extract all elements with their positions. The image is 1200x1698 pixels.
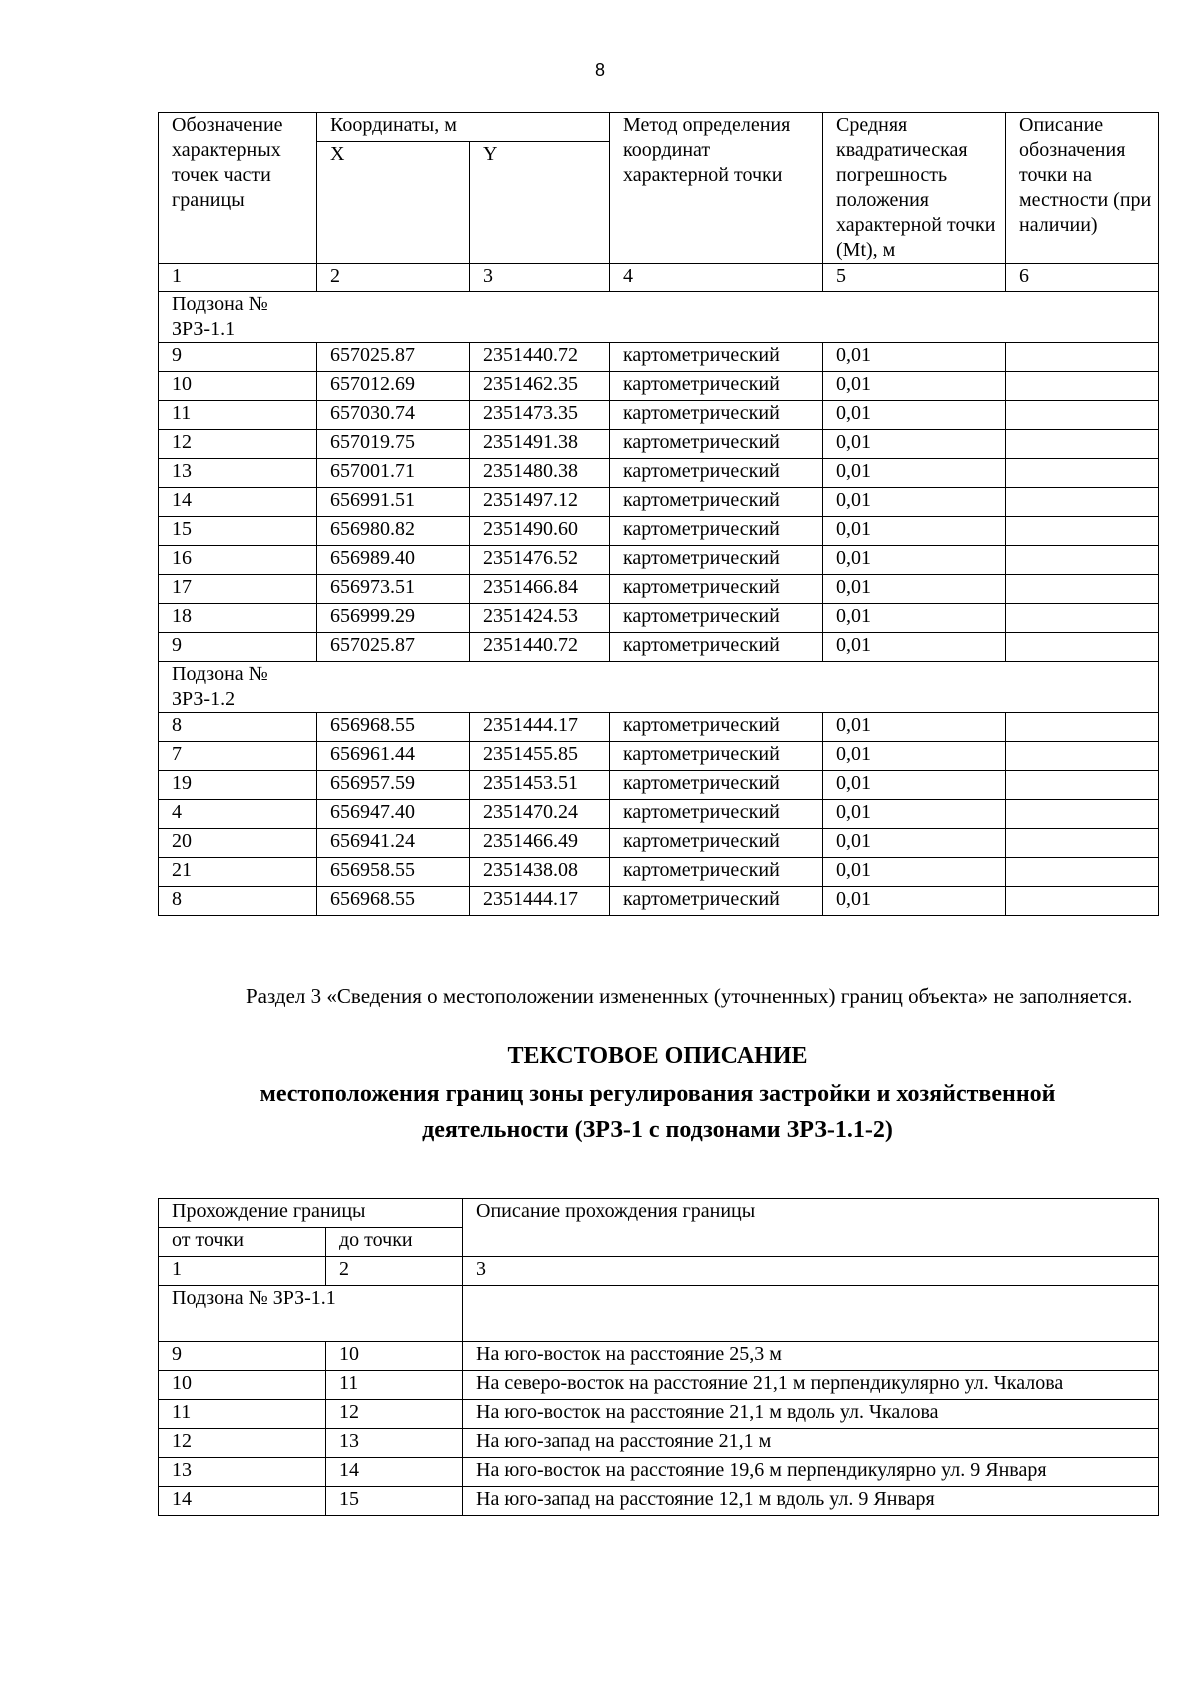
from-point-cell: 10 — [159, 1371, 326, 1400]
method-cell: картометрический — [610, 771, 823, 800]
table-row — [159, 1429, 1159, 1458]
header-designation: Обозначение характерных точек части границы — [159, 113, 317, 264]
section-3-note: Раздел 3 «Сведения о местоположении измененных (уточненных) границ объекта» не заполняется. — [246, 984, 1133, 1008]
table-row — [159, 343, 1159, 372]
header-y: Y — [470, 142, 610, 264]
error-cell: 0,01 — [823, 742, 1006, 771]
table-row — [159, 633, 1159, 662]
y-cell: 2351424.53 — [470, 604, 610, 633]
error-cell: 0,01 — [823, 800, 1006, 829]
description-cell — [1006, 858, 1159, 887]
table-row — [159, 1400, 1159, 1429]
description-cell — [1006, 459, 1159, 488]
description-cell — [1006, 546, 1159, 575]
description-cell — [1006, 343, 1159, 372]
point-cell: 8 — [159, 713, 317, 742]
x-cell: 657025.87 — [317, 633, 470, 662]
route-description-cell: На юго-восток на расстояние 21,1 м вдоль ул. Чкалова — [463, 1400, 1159, 1429]
route-description-cell: На юго-восток на расстояние 25,3 м — [463, 1342, 1159, 1371]
x-cell: 656989.40 — [317, 546, 470, 575]
x-cell: 657019.75 — [317, 430, 470, 459]
description-cell — [1006, 800, 1159, 829]
x-cell: 656947.40 — [317, 800, 470, 829]
table-row — [159, 1458, 1159, 1487]
from-point-cell: 14 — [159, 1487, 326, 1516]
table-row — [159, 800, 1159, 829]
from-point-cell: 13 — [159, 1458, 326, 1487]
error-cell: 0,01 — [823, 488, 1006, 517]
x-cell: 656957.59 — [317, 771, 470, 800]
description-cell — [1006, 887, 1159, 916]
description-cell — [1006, 604, 1159, 633]
point-cell: 17 — [159, 575, 317, 604]
description-cell — [1006, 575, 1159, 604]
from-point-cell: 11 — [159, 1400, 326, 1429]
table-row — [159, 1342, 1159, 1371]
point-cell: 16 — [159, 546, 317, 575]
x-cell: 656991.51 — [317, 488, 470, 517]
header-error: Средняя квадратическая погрешность положения характерной точки (Mt), м — [823, 113, 1006, 264]
subzone-title: Подзона № ЗРЗ-1.1 — [159, 1286, 463, 1342]
table-row — [159, 713, 1159, 742]
route-description-cell: На северо-восток на расстояние 21,1 м перпендикулярно ул. Чкалова — [463, 1371, 1159, 1400]
x-cell: 656973.51 — [317, 575, 470, 604]
y-cell: 2351480.38 — [470, 459, 610, 488]
table-row — [159, 829, 1159, 858]
y-cell: 2351438.08 — [470, 858, 610, 887]
x-cell: 656980.82 — [317, 517, 470, 546]
y-cell: 2351476.52 — [470, 546, 610, 575]
method-cell: картометрический — [610, 488, 823, 517]
y-cell: 2351455.85 — [470, 742, 610, 771]
to-point-cell: 10 — [326, 1342, 463, 1371]
table-row — [159, 459, 1159, 488]
description-cell — [1006, 401, 1159, 430]
table-row — [159, 1371, 1159, 1400]
description-cell — [1006, 633, 1159, 662]
point-cell: 9 — [159, 633, 317, 662]
column-index: 4 — [610, 264, 823, 292]
description-cell — [1006, 430, 1159, 459]
from-point-cell: 12 — [159, 1429, 326, 1458]
description-cell — [1006, 517, 1159, 546]
error-cell: 0,01 — [823, 604, 1006, 633]
error-cell: 0,01 — [823, 633, 1006, 662]
y-cell: 2351444.17 — [470, 887, 610, 916]
y-cell: 2351440.72 — [470, 343, 610, 372]
error-cell: 0,01 — [823, 887, 1006, 916]
to-point-cell: 12 — [326, 1400, 463, 1429]
method-cell: картометрический — [610, 713, 823, 742]
description-cell — [1006, 829, 1159, 858]
error-cell: 0,01 — [823, 546, 1006, 575]
x-cell: 656999.29 — [317, 604, 470, 633]
header-route-description: Описание прохождения границы — [463, 1199, 1159, 1257]
point-cell: 13 — [159, 459, 317, 488]
x-cell: 657030.74 — [317, 401, 470, 430]
document-heading: ТЕКСТОВОЕ ОПИСАНИЕ — [507, 1043, 808, 1069]
description-cell — [1006, 771, 1159, 800]
y-cell: 2351491.38 — [470, 430, 610, 459]
document-subheading-line-1: местоположения границ зоны регулирования застройки и хозяйственной — [259, 1081, 1056, 1107]
x-cell: 656961.44 — [317, 742, 470, 771]
point-cell: 19 — [159, 771, 317, 800]
subzone-title: Подзона № ЗРЗ-1.1 — [159, 292, 1159, 343]
table-row — [159, 771, 1159, 800]
point-cell: 11 — [159, 401, 317, 430]
point-cell: 20 — [159, 829, 317, 858]
point-cell: 10 — [159, 372, 317, 401]
x-cell: 657001.71 — [317, 459, 470, 488]
y-cell: 2351462.35 — [470, 372, 610, 401]
table-row — [159, 575, 1159, 604]
point-cell: 15 — [159, 517, 317, 546]
method-cell: картометрический — [610, 517, 823, 546]
error-cell: 0,01 — [823, 858, 1006, 887]
description-cell — [1006, 713, 1159, 742]
empty-cell — [463, 1286, 1159, 1342]
y-cell: 2351490.60 — [470, 517, 610, 546]
header-method: Метод определения координат характерной точки — [610, 113, 823, 264]
error-cell: 0,01 — [823, 517, 1006, 546]
error-cell: 0,01 — [823, 401, 1006, 430]
header-x: X — [317, 142, 470, 264]
from-point-cell: 9 — [159, 1342, 326, 1371]
method-cell: картометрический — [610, 459, 823, 488]
method-cell: картометрический — [610, 401, 823, 430]
header-to-point: до точки — [326, 1228, 463, 1257]
description-cell — [1006, 742, 1159, 771]
table-row — [159, 858, 1159, 887]
table-row — [159, 546, 1159, 575]
x-cell: 656968.55 — [317, 887, 470, 916]
route-subzone-row — [159, 1286, 1159, 1342]
x-cell: 657012.69 — [317, 372, 470, 401]
table-row — [159, 430, 1159, 459]
column-index: 1 — [159, 264, 317, 292]
column-index: 5 — [823, 264, 1006, 292]
header-coordinates: Координаты, м — [317, 113, 610, 142]
method-cell: картометрический — [610, 742, 823, 771]
boundary-route-table — [158, 1198, 1159, 1516]
table-row — [159, 1487, 1159, 1516]
method-cell: картометрический — [610, 887, 823, 916]
error-cell: 0,01 — [823, 343, 1006, 372]
y-cell: 2351453.51 — [470, 771, 610, 800]
to-point-cell: 13 — [326, 1429, 463, 1458]
column-index: 1 — [159, 1257, 326, 1286]
column-index: 3 — [463, 1257, 1159, 1286]
error-cell: 0,01 — [823, 829, 1006, 858]
point-cell: 4 — [159, 800, 317, 829]
coordinates-table — [158, 112, 1159, 916]
header-from-point: от точки — [159, 1228, 326, 1257]
to-point-cell: 14 — [326, 1458, 463, 1487]
y-cell: 2351497.12 — [470, 488, 610, 517]
y-cell: 2351444.17 — [470, 713, 610, 742]
y-cell: 2351473.35 — [470, 401, 610, 430]
x-cell: 656968.55 — [317, 713, 470, 742]
point-cell: 12 — [159, 430, 317, 459]
column-index: 2 — [317, 264, 470, 292]
table-row — [159, 604, 1159, 633]
document-subheading-line-2: деятельности (ЗРЗ-1 с подзонами ЗРЗ-1.1-2) — [422, 1117, 893, 1143]
x-cell: 656941.24 — [317, 829, 470, 858]
column-index: 6 — [1006, 264, 1159, 292]
table-row — [159, 401, 1159, 430]
table-row — [159, 887, 1159, 916]
description-cell — [1006, 488, 1159, 517]
x-cell: 657025.87 — [317, 343, 470, 372]
error-cell: 0,01 — [823, 372, 1006, 401]
point-cell: 7 — [159, 742, 317, 771]
header-description: Описание обозначения точки на местности (при наличии) — [1006, 113, 1159, 264]
method-cell: картометрический — [610, 575, 823, 604]
error-cell: 0,01 — [823, 459, 1006, 488]
y-cell: 2351466.84 — [470, 575, 610, 604]
to-point-cell: 15 — [326, 1487, 463, 1516]
y-cell: 2351440.72 — [470, 633, 610, 662]
point-cell: 18 — [159, 604, 317, 633]
column-index-row — [159, 264, 1159, 292]
error-cell: 0,01 — [823, 575, 1006, 604]
method-cell: картометрический — [610, 829, 823, 858]
method-cell: картометрический — [610, 430, 823, 459]
description-cell — [1006, 372, 1159, 401]
method-cell: картометрический — [610, 633, 823, 662]
error-cell: 0,01 — [823, 771, 1006, 800]
x-cell: 656958.55 — [317, 858, 470, 887]
y-cell: 2351466.49 — [470, 829, 610, 858]
route-column-index-row — [159, 1257, 1159, 1286]
table-row — [159, 742, 1159, 771]
route-description-cell: На юго-запад на расстояние 21,1 м — [463, 1429, 1159, 1458]
page-number: 8 — [594, 60, 605, 80]
subzone-title: Подзона № ЗРЗ-1.2 — [159, 662, 1159, 713]
table-row — [159, 372, 1159, 401]
method-cell: картометрический — [610, 604, 823, 633]
route-description-cell: На юго-запад на расстояние 12,1 м вдоль ул. 9 Января — [463, 1487, 1159, 1516]
point-cell: 8 — [159, 887, 317, 916]
method-cell: картометрический — [610, 546, 823, 575]
header-passage: Прохождение границы — [159, 1199, 463, 1228]
point-cell: 14 — [159, 488, 317, 517]
method-cell: картометрический — [610, 800, 823, 829]
method-cell: картометрический — [610, 372, 823, 401]
y-cell: 2351470.24 — [470, 800, 610, 829]
subzone-row — [159, 292, 1159, 343]
point-cell: 21 — [159, 858, 317, 887]
point-cell: 9 — [159, 343, 317, 372]
table-row — [159, 488, 1159, 517]
table-row — [159, 517, 1159, 546]
method-cell: картометрический — [610, 858, 823, 887]
column-index: 2 — [326, 1257, 463, 1286]
error-cell: 0,01 — [823, 713, 1006, 742]
error-cell: 0,01 — [823, 430, 1006, 459]
subzone-row — [159, 662, 1159, 713]
to-point-cell: 11 — [326, 1371, 463, 1400]
route-description-cell: На юго-восток на расстояние 19,6 м перпендикулярно ул. 9 Января — [463, 1458, 1159, 1487]
column-index: 3 — [470, 264, 610, 292]
method-cell: картометрический — [610, 343, 823, 372]
